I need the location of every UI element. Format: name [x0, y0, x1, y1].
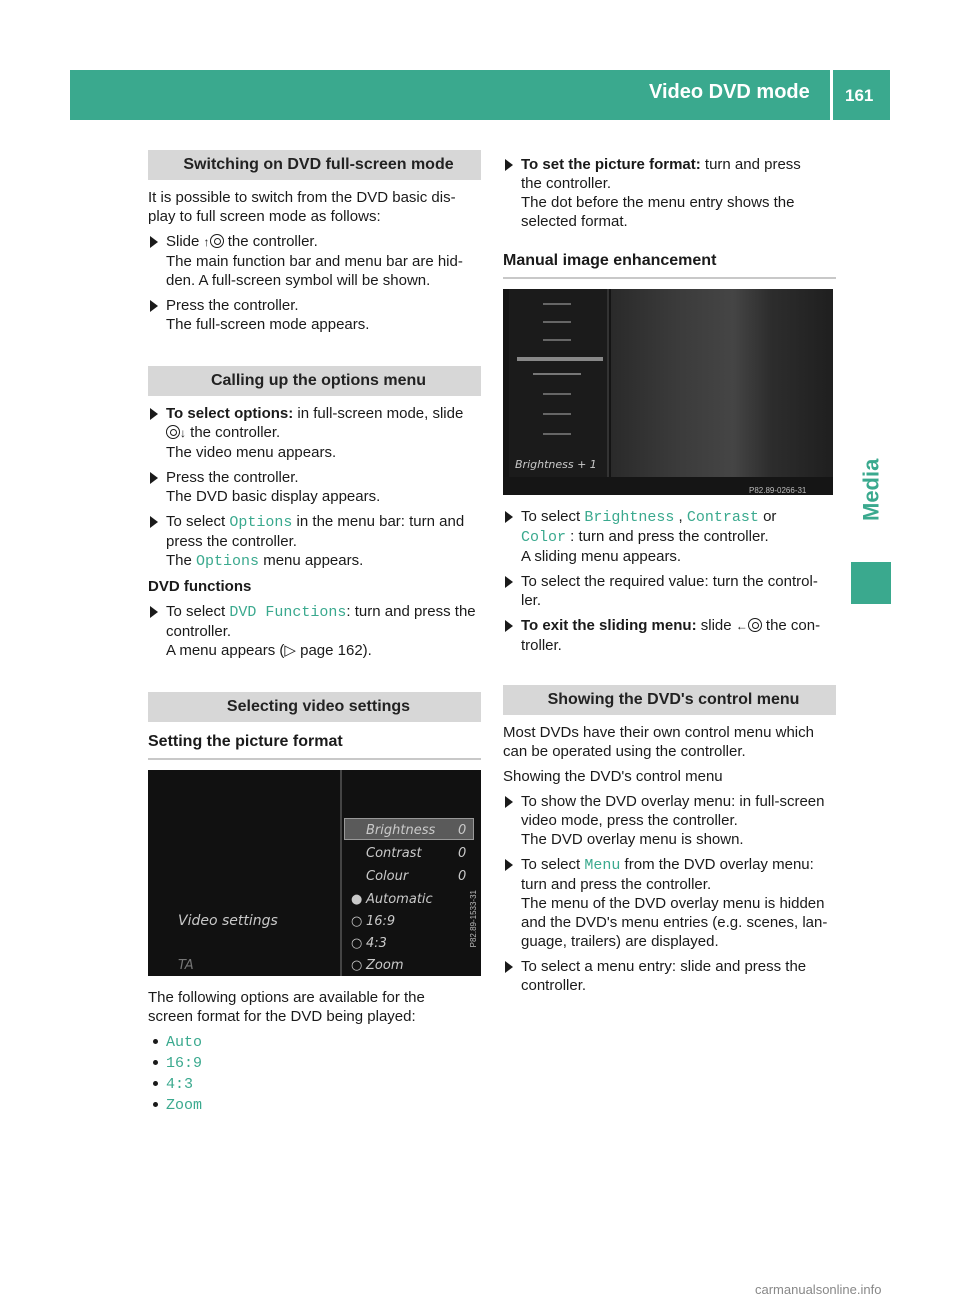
side-tab-media: Media — [858, 458, 884, 522]
video-frame — [611, 289, 833, 477]
step-item: To select the required value: turn the control- ler. — [503, 572, 836, 610]
subheading: Manual image enhancement — [503, 251, 836, 279]
tick-mark — [543, 413, 571, 415]
step-item: To select Brightness , Contrast or Color : turn and press the controller. A sliding menu appears. — [503, 507, 836, 566]
header-divider — [830, 70, 833, 120]
tick-mark — [543, 303, 571, 305]
page-section-title: Video DVD mode — [649, 81, 810, 103]
paragraph: Showing the DVD's control menu — [503, 768, 723, 785]
subheading: Setting the picture format — [148, 732, 481, 760]
slider-handle — [517, 357, 603, 361]
list-item: 4:3 — [148, 1074, 481, 1094]
arrow-down-icon: ↓ — [180, 426, 186, 440]
radio-dot-icon: ○ — [351, 936, 363, 951]
slider-panel — [509, 289, 609, 477]
section-heading: Showing the DVD's control menu — [503, 685, 836, 715]
side-tab-block — [851, 562, 891, 604]
list-item: Auto — [148, 1032, 481, 1052]
step-item: Press the controller. The full-screen mode appears. — [148, 296, 481, 334]
step-item: To show the DVD overlay menu: in full-screen video mode, press the controller. The DVD overlay menu is shown. — [503, 792, 836, 849]
paragraph: The following options are available for the screen format for the DVD being played: — [148, 989, 425, 1025]
step-item: To select Menu from the DVD overlay menu: turn and press the controller. The menu of the DVD overlay menu is hidden and the DVD's menu entries (e.g. scenes, lan- guage, trailers) are displayed. — [503, 855, 836, 951]
list-item: Zoom — [148, 1095, 481, 1115]
tick-mark — [543, 393, 571, 395]
subheading-dvd-functions: DVD functions — [148, 578, 252, 595]
step-item: To select Options in the menu bar: turn and press the controller. The Options menu appears. — [148, 512, 481, 571]
tick-mark — [533, 373, 581, 375]
screen-divider — [340, 770, 342, 976]
step-item: Slide ↑ the controller. The main function bar and menu bar are hid- den. A full-screen symbol will be shown. — [148, 232, 481, 290]
section-heading: Switching on DVD full-screen mode — [148, 150, 481, 180]
step-item: To exit the sliding menu: slide ← the con- troller. — [503, 616, 836, 655]
controller-icon — [166, 425, 180, 439]
page-number: 161 — [845, 86, 874, 105]
step-item: To set the picture format: turn and press the controller. The dot before the menu entry shows the selected format. — [503, 155, 836, 231]
step-item: Press the controller. The DVD basic display appears. — [148, 468, 481, 506]
left-column — [148, 150, 481, 1116]
right-column — [503, 155, 836, 1001]
tick-mark — [543, 321, 571, 323]
tick-mark — [543, 433, 571, 435]
tick-mark — [543, 339, 571, 341]
list-item: 16:9 — [148, 1053, 481, 1073]
radio-dot-icon: ○ — [351, 914, 363, 929]
radio-dot-filled-icon: ● — [351, 892, 363, 907]
paragraph: Most DVDs have their own control menu which can be operated using the controller. — [503, 724, 814, 760]
section-heading: Calling up the options menu — [148, 366, 481, 396]
screenshot-brightness: Brightness + 1 P82.89-0266-31 — [503, 289, 833, 495]
step-item: To select a menu entry: slide and press the controller. — [503, 957, 836, 995]
controller-icon — [210, 234, 224, 248]
radio-dot-icon: ○ — [351, 958, 363, 973]
arrow-left-icon: ← — [735, 619, 748, 633]
screenshot-video-settings: Brightness 0 Contrast 0 Colour 0 ● Automatic ○ 16:9 ○ 4:3 ○ Zoom Video settings TA P82.89-1533-31 — [148, 770, 481, 976]
arrow-up-icon: ↑ — [203, 235, 210, 249]
step-item: To select options: in full-screen mode, slide ↓ the controller. The video menu appears. — [148, 404, 481, 462]
page-ref-icon: ▷ — [284, 642, 296, 659]
controller-icon — [748, 618, 762, 632]
section-heading: Selecting video settings — [148, 692, 481, 722]
paragraph: It is possible to switch from the DVD basic dis- play to full screen mode as follows: — [148, 189, 456, 225]
footer-watermark: carmanualsonline.info — [755, 1282, 882, 1297]
step-item: To select DVD Functions: turn and press the controller. A menu appears (▷ page 162). — [148, 602, 481, 660]
